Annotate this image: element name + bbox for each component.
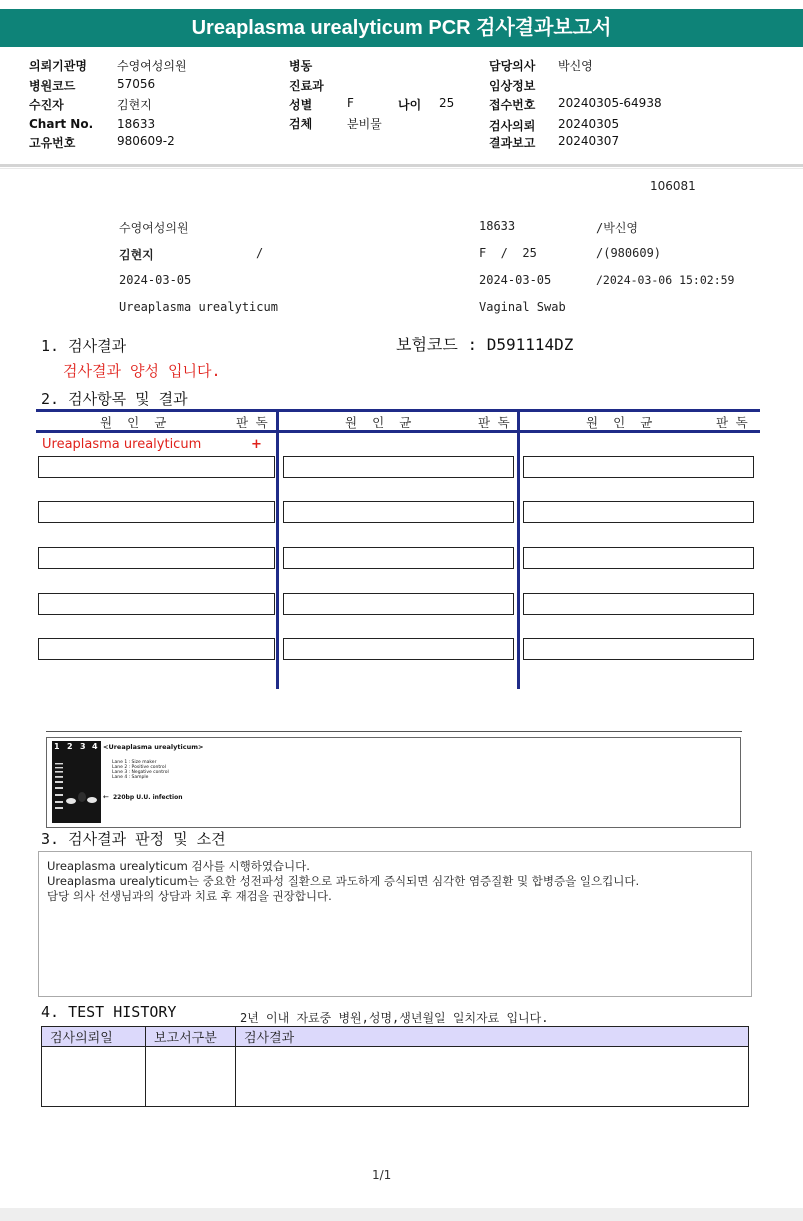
page-number: 1/1 <box>372 1168 392 1182</box>
history-cell <box>42 1047 146 1107</box>
history-cell <box>236 1047 749 1107</box>
section-1-heading: 1. 검사결과 <box>41 337 127 355</box>
value-hospital-code: 57056 <box>117 77 156 91</box>
gel-title: <Ureaplasma urealyticum> <box>103 743 204 751</box>
result-slot-box <box>283 638 514 660</box>
label-receipt-no: 접수번호 <box>489 98 536 112</box>
gel-lane-4: 4 <box>92 742 98 751</box>
column-divider-1 <box>276 409 279 689</box>
findings-line-3: 담당 의사 선생님과의 상담과 치료 후 재검을 권장합니다. <box>47 889 332 903</box>
col3-judgement-header: 판 독 <box>716 415 748 430</box>
value-receipt-no: 20240305-64938 <box>558 96 662 110</box>
history-note: 2년 이내 자료중 병원,성명,생년월일 일치자료 입니다. <box>240 1011 549 1025</box>
label-unique-id: 고유번호 <box>29 136 76 150</box>
label-department: 진료과 <box>289 79 324 93</box>
table-top-rule <box>36 409 760 412</box>
result-slot-box <box>523 501 754 523</box>
value-doctor: 박신영 <box>558 59 593 73</box>
value-request-date: 20240305 <box>558 117 620 131</box>
info-chart: 18633 <box>479 219 516 233</box>
gel-lane-1: 1 <box>54 742 60 751</box>
report-title: Ureaplasma urealyticum PCR 검사결과보고서 <box>0 9 803 47</box>
info-date-2: 2024-03-05 <box>479 273 552 287</box>
result-slot-box <box>283 456 514 478</box>
result-slot-box <box>38 593 275 615</box>
col1-pathogen-header: 원 인 균 <box>100 415 167 430</box>
insurance-code: 보험코드 : D591114DZ <box>396 335 574 354</box>
history-col-report-type: 보고서구분 <box>146 1027 236 1047</box>
section-4-heading: 4. TEST HISTORY <box>41 1003 177 1021</box>
label-clinical-info: 임상정보 <box>489 79 536 93</box>
gel-legend-3: Lane 3 : Negative control <box>112 770 169 775</box>
value-patient: 김현지 <box>117 98 152 112</box>
column-divider-2 <box>517 409 520 689</box>
info-doctor: /박신영 <box>596 221 639 235</box>
info-sex-age: F / 25 <box>479 246 537 260</box>
result-slot-box <box>283 593 514 615</box>
result-slot-box <box>38 638 275 660</box>
result-slot-box <box>38 547 275 569</box>
result-slot-box <box>38 456 275 478</box>
header-divider <box>0 164 803 167</box>
section-3-heading: 3. 검사결과 판정 및 소견 <box>41 830 226 848</box>
result-slot-box <box>523 593 754 615</box>
gel-band-label: 220bp U.U. infection <box>113 794 183 801</box>
gel-legend-4: Lane 4 : Sample <box>112 775 149 780</box>
history-table <box>41 1026 749 1107</box>
info-hospital: 수영여성의원 <box>119 221 189 235</box>
info-test-name: Ureaplasma urealyticum <box>119 300 278 314</box>
info-patient-name: 김현지 <box>119 248 154 262</box>
label-report-date: 결과보고 <box>489 136 536 150</box>
history-empty-row <box>42 1047 749 1107</box>
info-specimen: Vaginal Swab <box>479 300 566 314</box>
gel-legend-2: Lane 2 : Positive control <box>112 765 166 770</box>
label-hospital-code: 병원코드 <box>29 79 76 93</box>
gel-lane-2: 2 <box>67 742 73 751</box>
value-age: 25 <box>439 96 455 110</box>
info-date-1: 2024-03-05 <box>119 273 192 287</box>
result-slot-box <box>283 547 514 569</box>
label-chart-no: Chart No. <box>29 117 94 131</box>
result-summary: 검사결과 양성 입니다. <box>63 362 221 380</box>
info-date-3: /2024-03-06 15:02:59 <box>596 273 735 287</box>
findings-line-2: Ureaplasma urealyticum는 중요한 성전파성 질환으로 과도하게 증식되면 심각한 염증질환 및 합병증을 일으킵니다. <box>47 874 640 888</box>
header-divider-shadow <box>0 168 803 169</box>
label-ward: 병동 <box>289 59 313 73</box>
result-judgement: + <box>251 437 262 452</box>
label-request-date: 검사의뢰 <box>489 119 536 133</box>
history-cell <box>146 1047 236 1107</box>
result-slot-box <box>523 638 754 660</box>
section-2-heading: 2. 검사항목 및 결과 <box>41 390 188 408</box>
col2-pathogen-header: 원 인 균 <box>345 415 412 430</box>
value-requesting-institution: 수영여성의원 <box>117 59 187 73</box>
gel-legend-1: Lane 1 : Size maker <box>112 760 157 765</box>
value-specimen: 분비물 <box>347 117 382 131</box>
value-unique-id: 980609-2 <box>117 134 175 148</box>
label-patient: 수진자 <box>29 98 64 112</box>
value-sex: F <box>347 96 354 110</box>
history-col-result: 검사결과 <box>236 1027 749 1047</box>
history-header-row <box>42 1027 749 1047</box>
result-pathogen-name: Ureaplasma urealyticum <box>42 437 202 452</box>
value-report-date: 20240307 <box>558 134 620 148</box>
report-id: 106081 <box>650 179 696 193</box>
page-footer-bar <box>0 1208 803 1221</box>
col1-judgement-header: 판 독 <box>236 415 268 430</box>
gel-top-rule <box>46 731 742 732</box>
findings-line-1: Ureaplasma urealyticum 검사를 시행하였습니다. <box>47 859 310 873</box>
label-requesting-institution: 의뢰기관명 <box>29 59 87 73</box>
gel-electrophoresis-image <box>52 741 101 823</box>
result-slot-box <box>283 501 514 523</box>
result-slot-box <box>38 501 275 523</box>
col3-pathogen-header: 원 인 균 <box>586 415 653 430</box>
result-slot-box <box>523 456 754 478</box>
table-header-rule <box>36 430 760 433</box>
label-sex: 성별 <box>289 98 313 112</box>
value-chart-no: 18633 <box>117 117 156 131</box>
label-age: 나이 <box>398 98 422 112</box>
gel-lane-3: 3 <box>80 742 86 751</box>
label-doctor: 담당의사 <box>489 59 536 73</box>
info-name-separator: / <box>256 246 264 260</box>
col2-judgement-header: 판 독 <box>478 415 510 430</box>
history-col-request-date: 검사의뢰일 <box>42 1027 146 1047</box>
result-slot-box <box>523 547 754 569</box>
label-specimen: 검체 <box>289 117 313 131</box>
info-birth: /(980609) <box>596 246 662 260</box>
gel-arrow-icon: ← <box>103 793 109 801</box>
